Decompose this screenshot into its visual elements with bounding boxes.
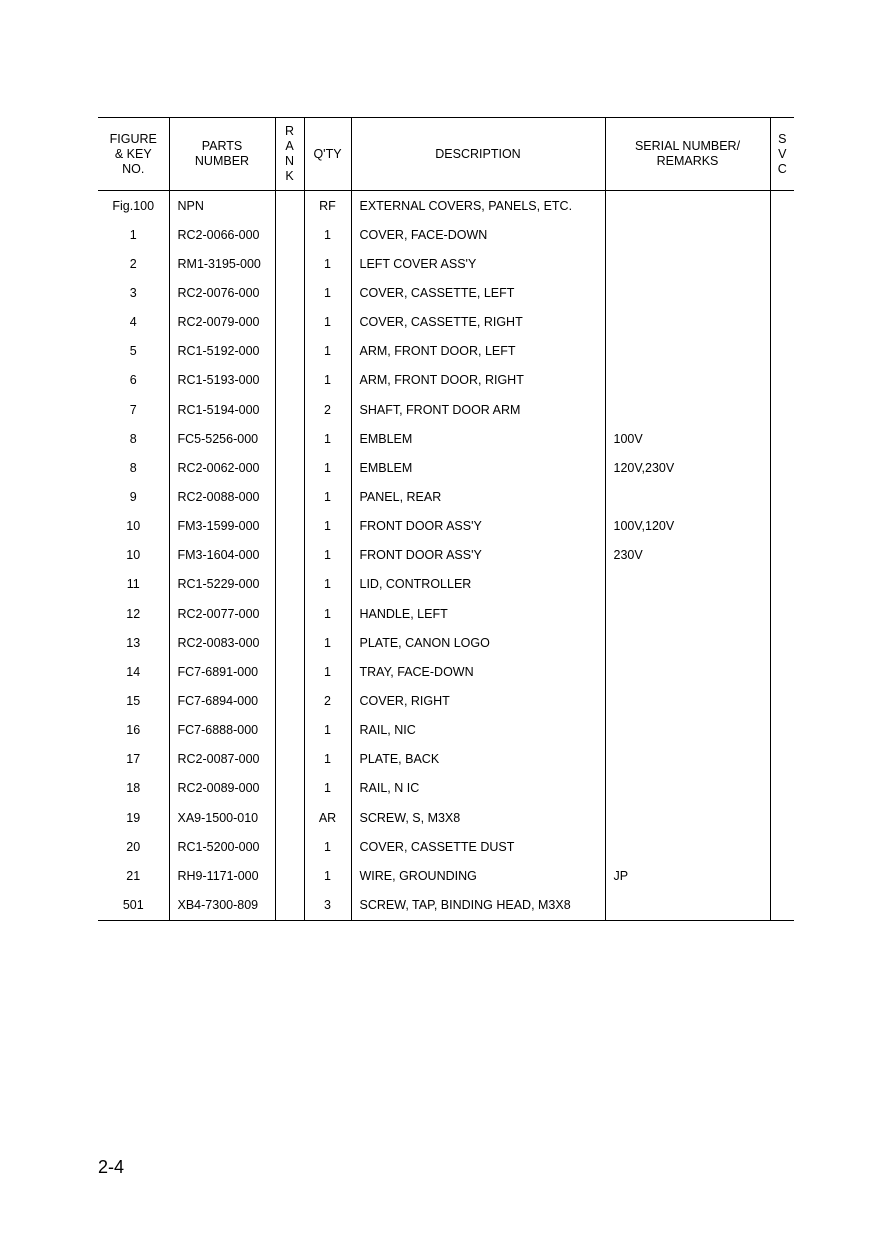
- remarks-cell: [605, 278, 770, 307]
- rank-cell: [275, 599, 304, 628]
- remarks-cell: [605, 366, 770, 395]
- header-parts-number: PARTS NUMBER: [169, 118, 275, 191]
- table-row: [98, 337, 794, 366]
- svc-cell: [770, 832, 794, 861]
- quantity-cell: 1: [304, 366, 351, 395]
- quantity-cell: 2: [304, 395, 351, 424]
- part-number-cell: FC7-6894-000: [169, 686, 275, 715]
- header-serial-remarks: SERIAL NUMBER/ REMARKS: [605, 118, 770, 191]
- figure-key-cell: 5: [129, 344, 137, 359]
- remarks-cell: 230V: [605, 541, 770, 570]
- figure-key-cell: 13: [126, 635, 141, 650]
- svc-cell: [770, 803, 794, 832]
- remarks-cell: [605, 249, 770, 278]
- table-row: [98, 716, 794, 745]
- table-row: [98, 803, 794, 832]
- table-row: [98, 861, 794, 890]
- quantity-cell: 1: [304, 599, 351, 628]
- table-row: [98, 686, 794, 715]
- table-row: [98, 453, 794, 482]
- description-cell: PLATE, CANON LOGO: [351, 628, 605, 657]
- rank-cell: [275, 657, 304, 686]
- quantity-cell: 1: [304, 308, 351, 337]
- part-number-cell: RC1-5192-000: [169, 337, 275, 366]
- header-qty: Q'TY: [304, 118, 351, 191]
- svc-cell: [770, 774, 794, 803]
- rank-cell: [275, 395, 304, 424]
- rank-cell: [275, 803, 304, 832]
- description-cell: SCREW, S, M3X8: [351, 803, 605, 832]
- rank-cell: [275, 716, 304, 745]
- part-number-cell: FC5-5256-000: [169, 424, 275, 453]
- table-row: [98, 278, 794, 307]
- remarks-cell: [605, 599, 770, 628]
- svc-cell: [770, 686, 794, 715]
- figure-key-cell: 14: [126, 664, 141, 679]
- quantity-cell: 1: [304, 861, 351, 890]
- remarks-cell: 100V,120V: [605, 512, 770, 541]
- header-svc: S V C: [770, 118, 794, 191]
- quantity-cell: 1: [304, 424, 351, 453]
- remarks-cell: [605, 337, 770, 366]
- svc-cell: [770, 657, 794, 686]
- part-number-cell: RC1-5193-000: [169, 366, 275, 395]
- table-row: [98, 832, 794, 861]
- table-row: [98, 220, 794, 249]
- description-cell: LID, CONTROLLER: [351, 570, 605, 599]
- description-cell: COVER, CASSETTE DUST: [351, 832, 605, 861]
- part-number-cell: RC2-0077-000: [169, 599, 275, 628]
- table-row: [98, 570, 794, 599]
- remarks-cell: 120V,230V: [605, 453, 770, 482]
- remarks-cell: [605, 308, 770, 337]
- svc-cell: [770, 628, 794, 657]
- figure-key-cell: 2: [129, 256, 137, 271]
- rank-cell: [275, 861, 304, 890]
- remarks-cell: [605, 482, 770, 511]
- figure-key-cell: 20: [126, 839, 141, 854]
- table-row: [98, 628, 794, 657]
- part-number-cell: FC7-6891-000: [169, 657, 275, 686]
- svc-cell: [770, 424, 794, 453]
- description-cell: SCREW, TAP, BINDING HEAD, M3X8: [351, 890, 605, 920]
- table-row: [98, 482, 794, 511]
- part-number-cell: RC1-5200-000: [169, 832, 275, 861]
- figure-key-cell: 17: [126, 752, 141, 767]
- remarks-cell: 100V: [605, 424, 770, 453]
- svc-cell: [770, 308, 794, 337]
- part-number-cell: RC2-0089-000: [169, 774, 275, 803]
- description-cell: FRONT DOOR ASS'Y: [351, 541, 605, 570]
- quantity-cell: 1: [304, 716, 351, 745]
- figure-key-cell: 1: [129, 227, 137, 242]
- description-cell: COVER, FACE-DOWN: [351, 220, 605, 249]
- rank-cell: [275, 191, 304, 221]
- remarks-cell: [605, 745, 770, 774]
- rank-cell: [275, 308, 304, 337]
- description-cell: TRAY, FACE-DOWN: [351, 657, 605, 686]
- figure-key-cell: 7: [129, 402, 137, 417]
- svc-cell: [770, 861, 794, 890]
- description-cell: EMBLEM: [351, 453, 605, 482]
- quantity-cell: 1: [304, 453, 351, 482]
- remarks-cell: [605, 803, 770, 832]
- svc-cell: [770, 745, 794, 774]
- remarks-cell: [605, 395, 770, 424]
- figure-key-cell: Fig.100: [112, 198, 155, 213]
- figure-key-cell: 15: [126, 693, 141, 708]
- rank-cell: [275, 832, 304, 861]
- figure-key-cell: 19: [126, 810, 141, 825]
- remarks-cell: [605, 570, 770, 599]
- description-cell: LEFT COVER ASS'Y: [351, 249, 605, 278]
- rank-cell: [275, 337, 304, 366]
- svc-cell: [770, 716, 794, 745]
- svc-cell: [770, 453, 794, 482]
- table-row: [98, 657, 794, 686]
- quantity-cell: 1: [304, 220, 351, 249]
- description-cell: SHAFT, FRONT DOOR ARM: [351, 395, 605, 424]
- table-row: [98, 745, 794, 774]
- figure-key-cell: 10: [126, 548, 141, 563]
- rank-cell: [275, 686, 304, 715]
- rank-cell: [275, 745, 304, 774]
- rank-cell: [275, 424, 304, 453]
- remarks-cell: [605, 657, 770, 686]
- svc-cell: [770, 191, 794, 221]
- quantity-cell: 1: [304, 832, 351, 861]
- quantity-cell: 1: [304, 570, 351, 599]
- part-number-cell: RC2-0088-000: [169, 482, 275, 511]
- svc-cell: [770, 337, 794, 366]
- figure-key-cell: 4: [129, 315, 137, 330]
- remarks-cell: [605, 890, 770, 920]
- quantity-cell: 1: [304, 541, 351, 570]
- figure-key-cell: 501: [98, 890, 169, 920]
- rank-cell: [275, 249, 304, 278]
- figure-key-cell: 8: [129, 460, 137, 475]
- quantity-cell: 1: [304, 745, 351, 774]
- description-cell: FRONT DOOR ASS'Y: [351, 512, 605, 541]
- table-body: [98, 191, 794, 921]
- svc-cell: [770, 599, 794, 628]
- figure-key-cell: 18: [126, 781, 141, 796]
- remarks-cell: [605, 220, 770, 249]
- remarks-cell: [605, 628, 770, 657]
- remarks-cell: [605, 716, 770, 745]
- page-number: 2-4: [98, 1157, 125, 1177]
- description-cell: EMBLEM: [351, 424, 605, 453]
- svc-cell: [770, 366, 794, 395]
- table-row: [98, 191, 794, 221]
- description-cell: EXTERNAL COVERS, PANELS, ETC.: [351, 191, 605, 221]
- svc-cell: [770, 220, 794, 249]
- part-number-cell: RC1-5194-000: [169, 395, 275, 424]
- table-row: [98, 512, 794, 541]
- table-header: [98, 118, 794, 191]
- description-cell: ARM, FRONT DOOR, RIGHT: [351, 366, 605, 395]
- quantity-cell: RF: [304, 191, 351, 221]
- figure-key-cell: 8: [129, 431, 137, 446]
- header-figure-key-no: FIGURE & KEY NO.: [98, 118, 169, 191]
- svc-cell: [770, 541, 794, 570]
- table-row: [98, 424, 794, 453]
- svc-cell: [770, 890, 794, 920]
- description-cell: ARM, FRONT DOOR, LEFT: [351, 337, 605, 366]
- table-row: [98, 541, 794, 570]
- svc-cell: [770, 395, 794, 424]
- description-cell: RAIL, N IC: [351, 774, 605, 803]
- part-number-cell: RC2-0062-000: [169, 453, 275, 482]
- description-cell: COVER, CASSETTE, RIGHT: [351, 308, 605, 337]
- part-number-cell: RC1-5229-000: [169, 570, 275, 599]
- rank-cell: [275, 482, 304, 511]
- figure-key-cell: 21: [126, 868, 141, 883]
- figure-key-cell: 3: [129, 285, 137, 300]
- quantity-cell: 1: [304, 482, 351, 511]
- quantity-cell: AR: [304, 803, 351, 832]
- svc-cell: [770, 570, 794, 599]
- header-rank: R A N K: [275, 118, 304, 191]
- part-number-cell: FC7-6888-000: [169, 716, 275, 745]
- remarks-cell: [605, 686, 770, 715]
- rank-cell: [275, 366, 304, 395]
- quantity-cell: 3: [304, 890, 351, 920]
- svc-cell: [770, 482, 794, 511]
- figure-key-cell: 10: [126, 519, 141, 534]
- quantity-cell: 1: [304, 337, 351, 366]
- svc-cell: [770, 249, 794, 278]
- part-number-cell: RC2-0076-000: [169, 278, 275, 307]
- table-row: [98, 308, 794, 337]
- description-cell: COVER, RIGHT: [351, 686, 605, 715]
- table-row: [98, 395, 794, 424]
- part-number-cell: XA9-1500-010: [169, 803, 275, 832]
- description-cell: PLATE, BACK: [351, 745, 605, 774]
- svc-cell: [770, 512, 794, 541]
- svc-cell: [770, 278, 794, 307]
- figure-key-cell: 6: [129, 373, 137, 388]
- rank-cell: [275, 220, 304, 249]
- rank-cell: [275, 890, 304, 920]
- rank-cell: [275, 512, 304, 541]
- figure-key-cell: 16: [126, 723, 141, 738]
- part-number-cell: RC2-0079-000: [169, 308, 275, 337]
- quantity-cell: 1: [304, 512, 351, 541]
- quantity-cell: 1: [304, 278, 351, 307]
- part-number-cell: FM3-1599-000: [169, 512, 275, 541]
- table-row: [98, 366, 794, 395]
- remarks-cell: JP: [605, 861, 770, 890]
- remarks-cell: [605, 774, 770, 803]
- part-number-cell: RM1-3195-000: [169, 249, 275, 278]
- table-row: [98, 249, 794, 278]
- figure-key-cell: 9: [129, 489, 137, 504]
- description-cell: RAIL, NIC: [351, 716, 605, 745]
- rank-cell: [275, 774, 304, 803]
- part-number-cell: RC2-0066-000: [169, 220, 275, 249]
- table-row: [98, 599, 794, 628]
- parts-table: [98, 117, 794, 921]
- table-row: [98, 774, 794, 803]
- figure-key-cell: 12: [126, 606, 141, 621]
- description-cell: HANDLE, LEFT: [351, 599, 605, 628]
- rank-cell: [275, 453, 304, 482]
- remarks-cell: [605, 191, 770, 221]
- part-number-cell: NPN: [169, 191, 275, 221]
- part-number-cell: RC2-0083-000: [169, 628, 275, 657]
- part-number-cell: RH9-1171-000: [169, 861, 275, 890]
- remarks-cell: [605, 832, 770, 861]
- rank-cell: [275, 278, 304, 307]
- part-number-cell: XB4-7300-809: [169, 890, 275, 920]
- description-cell: COVER, CASSETTE, LEFT: [351, 278, 605, 307]
- rank-cell: [275, 628, 304, 657]
- quantity-cell: 2: [304, 686, 351, 715]
- rank-cell: [275, 570, 304, 599]
- rank-cell: [275, 541, 304, 570]
- header-description: DESCRIPTION: [351, 118, 605, 191]
- part-number-cell: RC2-0087-000: [169, 745, 275, 774]
- table-row: [98, 890, 794, 920]
- quantity-cell: 1: [304, 249, 351, 278]
- quantity-cell: 1: [304, 657, 351, 686]
- quantity-cell: 1: [304, 774, 351, 803]
- description-cell: PANEL, REAR: [351, 482, 605, 511]
- figure-key-cell: 11: [126, 577, 140, 592]
- description-cell: WIRE, GROUNDING: [351, 861, 605, 890]
- quantity-cell: 1: [304, 628, 351, 657]
- part-number-cell: FM3-1604-000: [169, 541, 275, 570]
